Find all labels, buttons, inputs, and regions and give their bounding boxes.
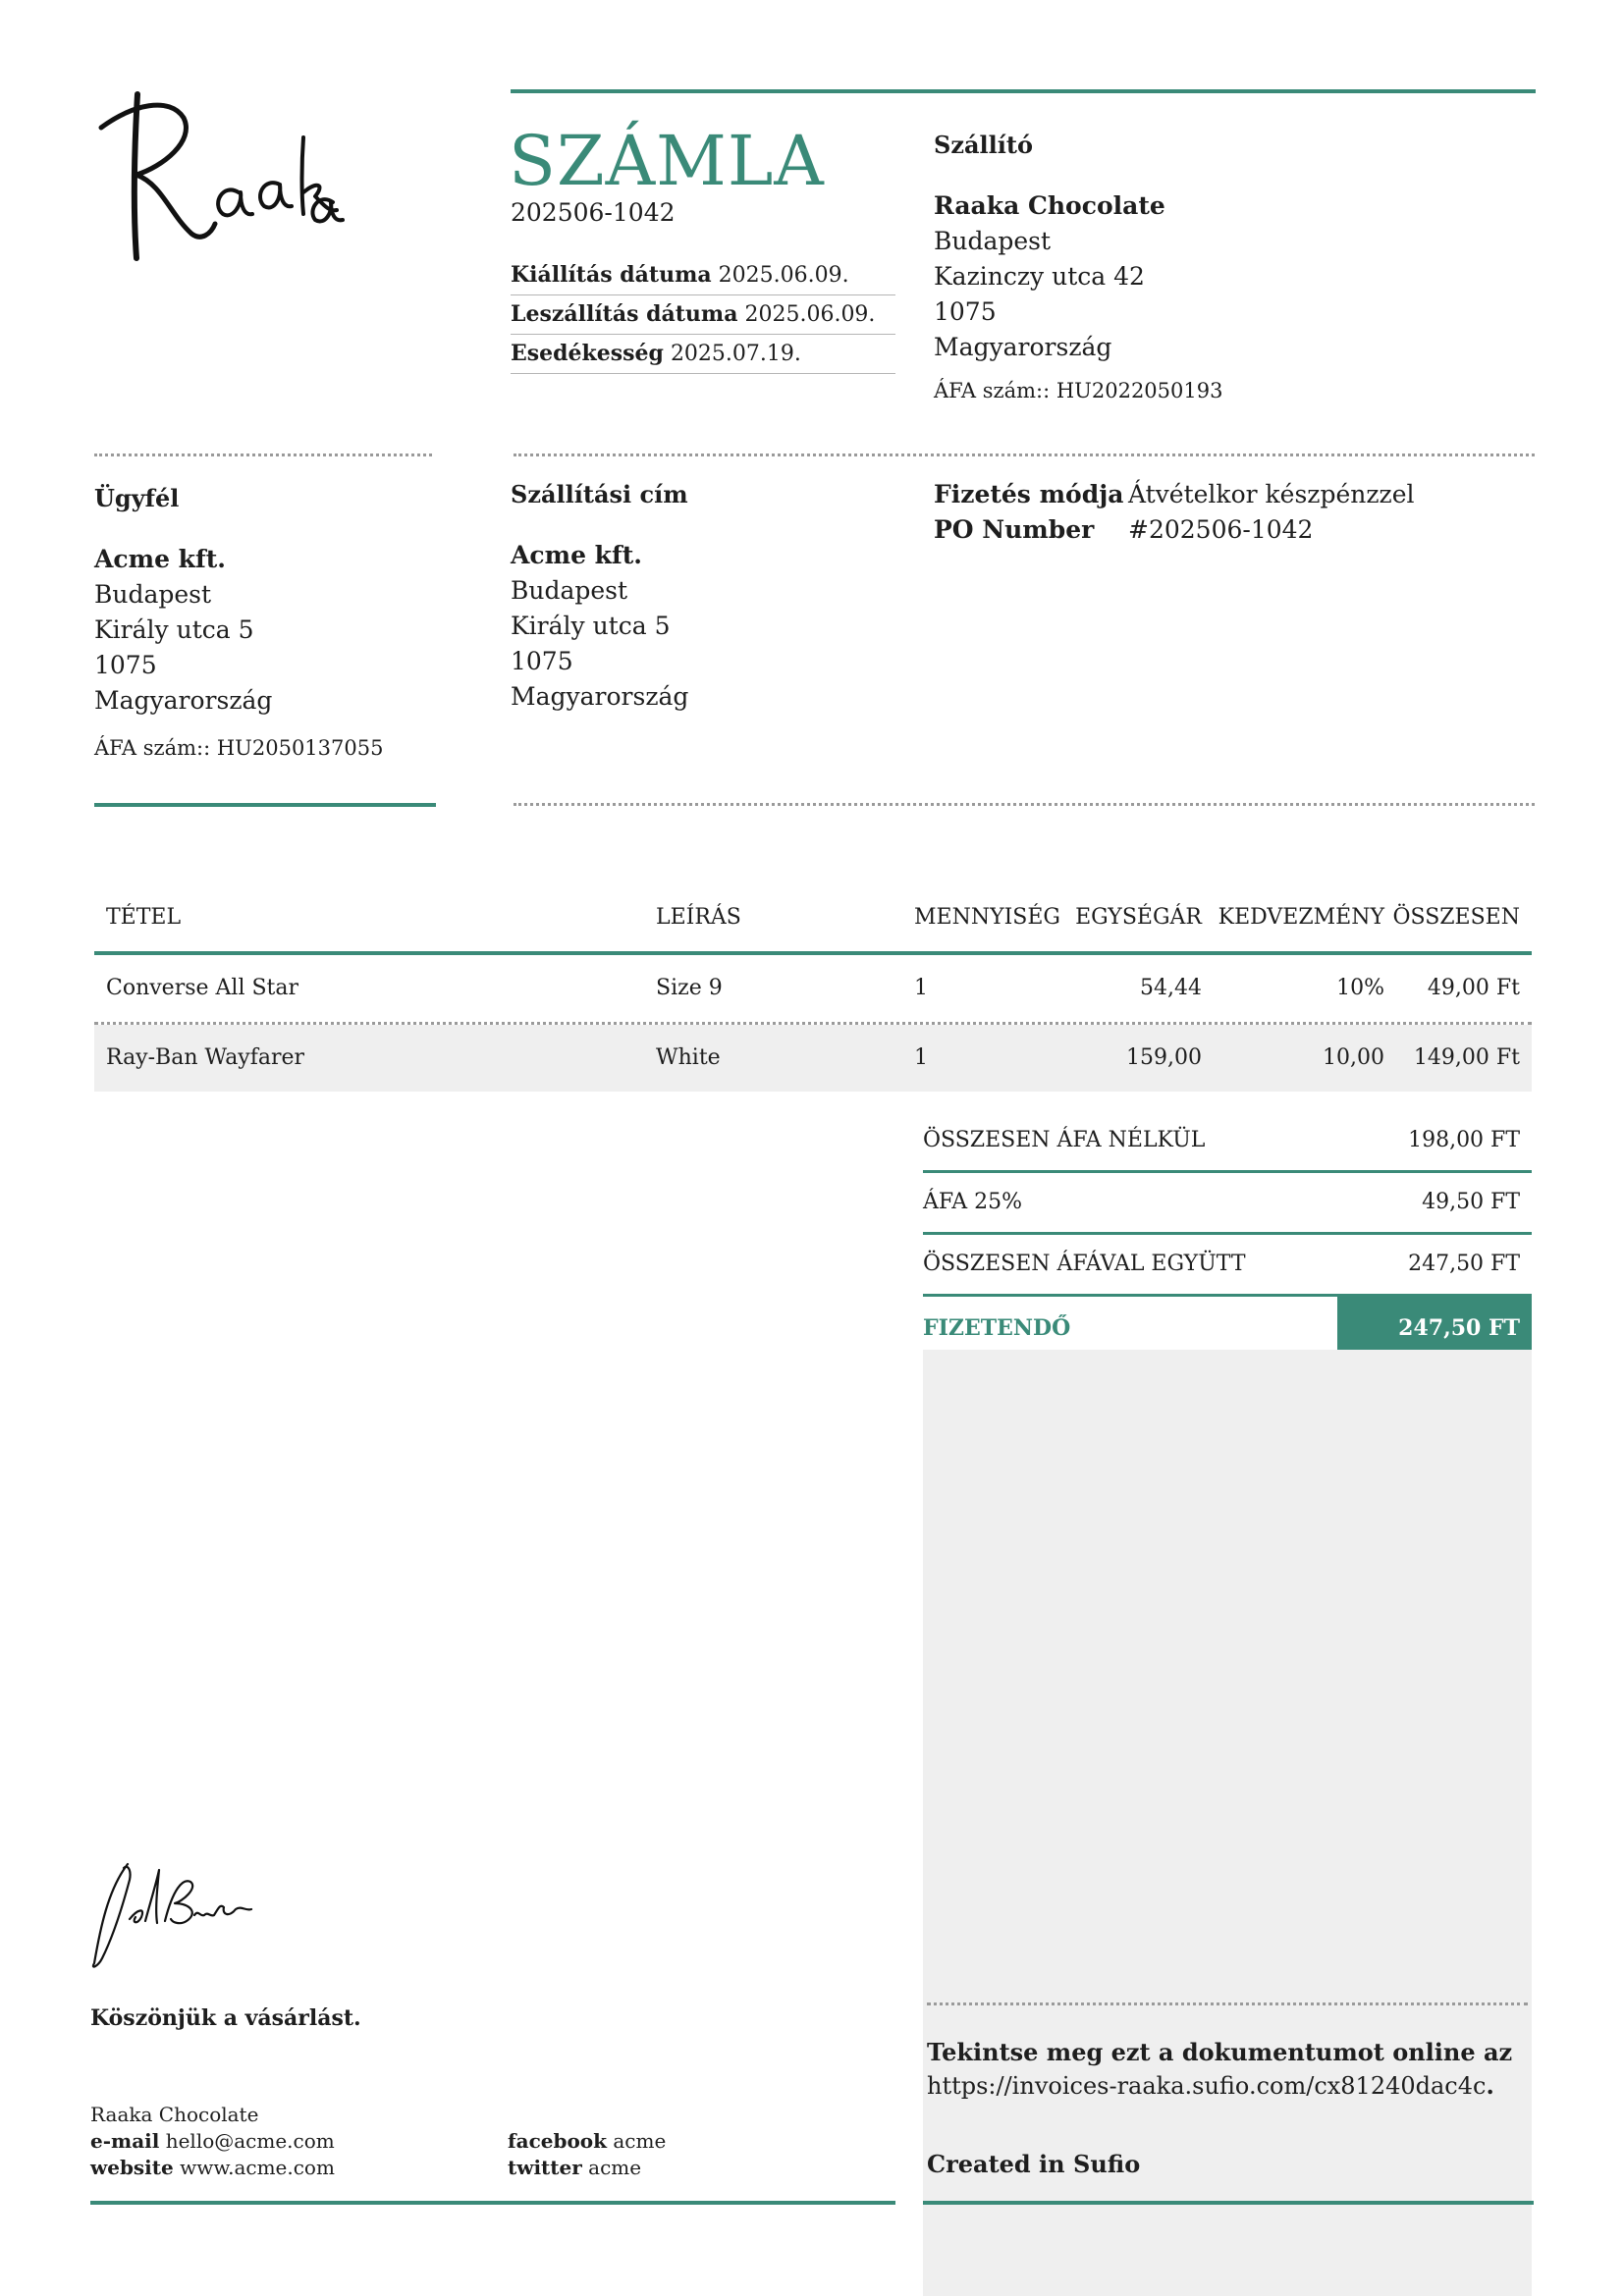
payment-method-label: Fizetés módja xyxy=(934,480,1124,508)
gross-total-label: ÖSSZESEN ÁFÁVAL EGYÜTT xyxy=(923,1252,1246,1276)
supplier-name: Raaka Chocolate xyxy=(934,191,1165,220)
po-number-row xyxy=(934,512,1415,548)
invoice-dates xyxy=(511,257,895,375)
supplier-block xyxy=(934,128,1222,408)
customer-block xyxy=(94,481,383,766)
gross-total-value: 247,50 FT xyxy=(1408,1252,1520,1276)
amount-due-value: 247,50 FT xyxy=(1337,1297,1532,1360)
customer-vat: ÁFA szám:: HU2050137055 xyxy=(94,736,384,760)
right-bottom-line xyxy=(923,2201,1534,2205)
customer-country: Magyarország xyxy=(94,686,273,715)
table-row xyxy=(94,955,1532,1025)
customer-heading: Ügyfél xyxy=(94,484,180,512)
col-quantity-header: MENNYISÉG xyxy=(914,905,1061,930)
footer-website-link[interactable]: www.acme.com xyxy=(180,2156,335,2179)
shipping-block xyxy=(511,477,688,715)
footer-email-label: e-mail xyxy=(90,2129,160,2153)
payment-method-row xyxy=(934,477,1415,512)
supplier-country: Magyarország xyxy=(934,333,1112,361)
row-unit-price: 159,00 xyxy=(1126,1045,1202,1070)
col-item-header: TÉTEL xyxy=(106,905,182,930)
raaka-logo xyxy=(93,86,349,273)
footer-company: Raaka Chocolate xyxy=(90,2103,259,2126)
row-quantity: 1 xyxy=(914,976,928,1000)
row-description: Size 9 xyxy=(656,976,723,1000)
supplier-heading: Szállító xyxy=(934,131,1033,159)
payment-block xyxy=(934,477,1415,548)
customer-top-divider xyxy=(94,454,432,456)
footer-contact-right xyxy=(508,2128,666,2181)
details-bottom-divider xyxy=(514,803,1535,806)
supplier-street: Kazinczy utca 42 xyxy=(934,262,1145,291)
left-bottom-line xyxy=(90,2201,895,2205)
col-total-header: ÖSSZESEN xyxy=(1392,905,1520,930)
due-date-label: Esedékesség xyxy=(511,341,664,366)
customer-street: Király utca 5 xyxy=(94,615,254,644)
online-notice-text: Tekintse meg ezt a dokumentumot online az xyxy=(927,2038,1513,2066)
footer-email-link[interactable]: hello@acme.com xyxy=(165,2129,335,2153)
shipping-country: Magyarország xyxy=(511,682,689,711)
shipping-street: Király utca 5 xyxy=(511,612,671,640)
footer-contact-left xyxy=(90,2102,335,2181)
issue-date-row xyxy=(511,257,895,295)
customer-city: Budapest xyxy=(94,580,212,609)
items-table xyxy=(94,888,1532,1092)
customer-bottom-line xyxy=(94,803,436,807)
net-total-label: ÖSSZESEN ÁFA NÉLKÜL xyxy=(923,1128,1206,1152)
footer-facebook-label: facebook xyxy=(508,2129,607,2153)
footer-facebook-link[interactable]: acme xyxy=(613,2129,667,2153)
delivery-date-row xyxy=(511,296,895,335)
row-quantity: 1 xyxy=(914,1045,928,1070)
row-item: Ray-Ban Wayfarer xyxy=(106,1045,305,1070)
due-date-row xyxy=(511,336,895,374)
issue-date-value: 2025.06.09. xyxy=(718,263,849,288)
gross-total-row xyxy=(923,1235,1532,1297)
po-number-label: PO Number xyxy=(934,515,1095,544)
net-total-value: 198,00 FT xyxy=(1408,1128,1520,1152)
payment-method-value: Átvételkor készpénzzel xyxy=(1128,480,1415,508)
delivery-date-label: Leszállítás dátuma xyxy=(511,301,738,327)
online-divider xyxy=(927,2002,1528,2005)
totals-block xyxy=(923,1111,1532,1363)
supplier-zip: 1075 xyxy=(934,297,997,326)
online-notice xyxy=(927,2036,1512,2103)
table-header xyxy=(94,888,1532,955)
details-top-divider xyxy=(514,454,1535,456)
vat-row xyxy=(923,1173,1532,1235)
footer-website-label: website xyxy=(90,2156,174,2179)
shipping-city: Budapest xyxy=(511,576,628,605)
online-notice-end: . xyxy=(1486,2071,1494,2100)
customer-name: Acme kft. xyxy=(94,545,227,573)
supplier-city: Budapest xyxy=(934,227,1052,255)
row-discount: 10% xyxy=(1336,976,1384,1000)
online-invoice-link[interactable]: https://invoices-raaka.sufio.com/cx81240dac4c xyxy=(927,2072,1487,2100)
net-total-row xyxy=(923,1111,1532,1173)
footer-twitter-label: twitter xyxy=(508,2156,582,2179)
invoice-number: 202506-1042 xyxy=(511,198,676,227)
issue-date-label: Kiállítás dátuma xyxy=(511,262,712,288)
created-in-sufio: Created in Sufio xyxy=(927,2150,1141,2178)
vat-value: 49,50 FT xyxy=(1422,1190,1520,1214)
col-unit-price-header: EGYSÉGÁR xyxy=(1075,905,1202,930)
row-total: 49,00 Ft xyxy=(1427,976,1520,1000)
shipping-name: Acme kft. xyxy=(511,541,643,569)
customer-zip: 1075 xyxy=(94,651,157,679)
signature xyxy=(88,1860,255,1973)
amount-due-label: FIZETENDŐ xyxy=(923,1315,1071,1341)
delivery-date-value: 2025.06.09. xyxy=(744,302,876,327)
row-description: White xyxy=(656,1045,721,1070)
shipping-heading: Szállítási cím xyxy=(511,480,688,508)
po-number-value: #202506-1042 xyxy=(1128,515,1314,544)
supplier-vat: ÁFA szám:: HU2022050193 xyxy=(934,379,1223,402)
thank-you-note: Köszönjük a vásárlást. xyxy=(90,2005,361,2031)
due-date-value: 2025.07.19. xyxy=(670,342,801,366)
footer-twitter-link[interactable]: acme xyxy=(588,2156,642,2179)
row-discount: 10,00 xyxy=(1323,1045,1384,1070)
table-row xyxy=(94,1025,1532,1092)
row-item: Converse All Star xyxy=(106,976,299,1000)
invoice-title: SZÁMLA xyxy=(509,121,825,201)
vat-label: ÁFA 25% xyxy=(923,1190,1023,1214)
col-discount-header: KEDVEZMÉNY xyxy=(1218,905,1384,930)
top-accent-line xyxy=(511,89,1536,93)
col-description-header: LEÍRÁS xyxy=(656,905,741,930)
shipping-zip: 1075 xyxy=(511,647,573,675)
row-total: 149,00 Ft xyxy=(1413,1045,1520,1070)
row-unit-price: 54,44 xyxy=(1140,976,1202,1000)
